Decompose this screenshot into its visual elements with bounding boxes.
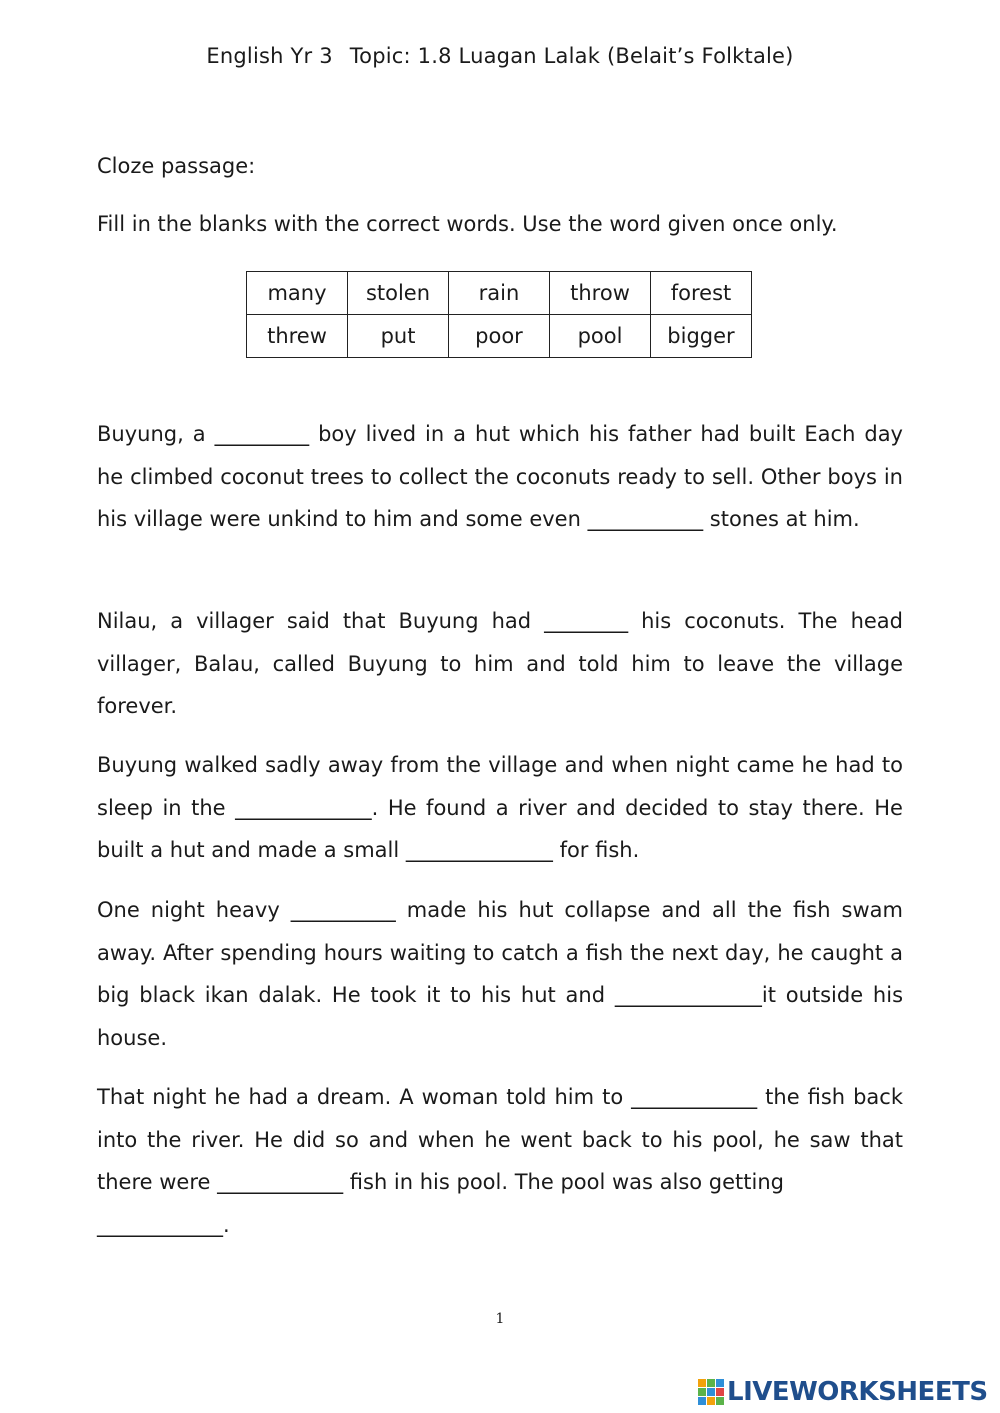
passage-text: Nilau, a villager said that Buyung had: [97, 609, 545, 633]
page-number: 1: [495, 1311, 505, 1327]
passage-paragraph-1: [97, 413, 903, 541]
word-bank-cell: bigger: [651, 315, 752, 358]
passage-text: the fish back into the river. He did so and when he went back to his pool, he saw that there were: [97, 1085, 903, 1194]
word-bank-row: [247, 315, 752, 358]
word-bank-cell: throw: [550, 272, 651, 315]
passage-text: That night he had a dream. A woman told him to: [97, 1085, 632, 1109]
word-bank-table: [246, 271, 752, 358]
passage-text: stones at him.: [703, 507, 860, 531]
brand-name: LIVEWORKSHEETS: [727, 1377, 988, 1407]
word-bank-cell: pool: [550, 315, 651, 358]
passage-paragraph-4: [97, 889, 903, 1059]
passage-text: .: [223, 1212, 230, 1237]
liveworksheets-brand[interactable]: [698, 1376, 988, 1408]
passage-text: made his hut collapse and all the fish swam away. After spending hours waiting to catch a fish the next day, he caught a big black ikan dalak. He took it to his hut and: [97, 898, 903, 1007]
passage-paragraph-3: [97, 744, 903, 872]
passage-text: for fish.: [552, 838, 640, 862]
word-bank-cell: poor: [449, 315, 550, 358]
word-bank-cell: stolen: [348, 272, 449, 315]
passage-paragraph-2: [97, 600, 903, 728]
instructions: Fill in the blanks with the correct words. Use the word given once only.: [97, 212, 838, 236]
page-header: [0, 44, 1000, 68]
passage-text: it outside his house.: [97, 983, 904, 1050]
answer-blank-8[interactable]: ____________: [631, 1085, 758, 1109]
answer-blank-7[interactable]: ______________: [614, 983, 762, 1007]
answer-blank-3[interactable]: ________: [544, 609, 629, 633]
answer-blank-4[interactable]: _____________: [235, 795, 372, 820]
answer-blank-10[interactable]: ____________: [97, 1212, 223, 1237]
passage-paragraph-5: [97, 1076, 903, 1246]
answer-blank-5[interactable]: ______________: [405, 838, 553, 862]
passage-text: Buyung walked sadly away from the village and when night came he had to sleep in the: [97, 753, 903, 820]
section-title: Cloze passage:: [97, 154, 256, 178]
word-bank-row: [247, 272, 752, 315]
passage-text: boy lived in a hut which his father had built Each day he climbed coconut trees to collect the coconuts ready to sell. Other boys in his village were unkind to him and some even: [97, 422, 903, 531]
answer-blank-2[interactable]: ___________: [587, 507, 704, 531]
passage-text: his coconuts. The head villager, Balau, called Buyung to him and told him to leave the village forever.: [97, 609, 903, 718]
word-bank-cell: rain: [449, 272, 550, 315]
word-bank-cell: many: [247, 272, 348, 315]
word-bank-cell: forest: [651, 272, 752, 315]
word-bank-cell: threw: [247, 315, 348, 358]
passage-text: One night heavy: [97, 898, 291, 922]
answer-blank-6[interactable]: __________: [290, 898, 396, 922]
word-bank-cell: put: [348, 315, 449, 358]
answer-blank-9[interactable]: ____________: [217, 1170, 344, 1194]
answer-blank-1[interactable]: _________: [214, 422, 310, 446]
topic-title: Topic: 1.8 Luagan Lalak (Belait’s Folktale): [349, 44, 794, 68]
passage-text: fish in his pool. The pool was also getting: [343, 1170, 785, 1194]
passage-text: . He found a river and decided to stay there. He built a hut and made a small: [97, 795, 903, 862]
subject-label: English Yr 3: [206, 44, 333, 68]
passage-text: Buyung, a: [97, 422, 215, 446]
liveworksheets-logo-icon: [698, 1379, 724, 1405]
